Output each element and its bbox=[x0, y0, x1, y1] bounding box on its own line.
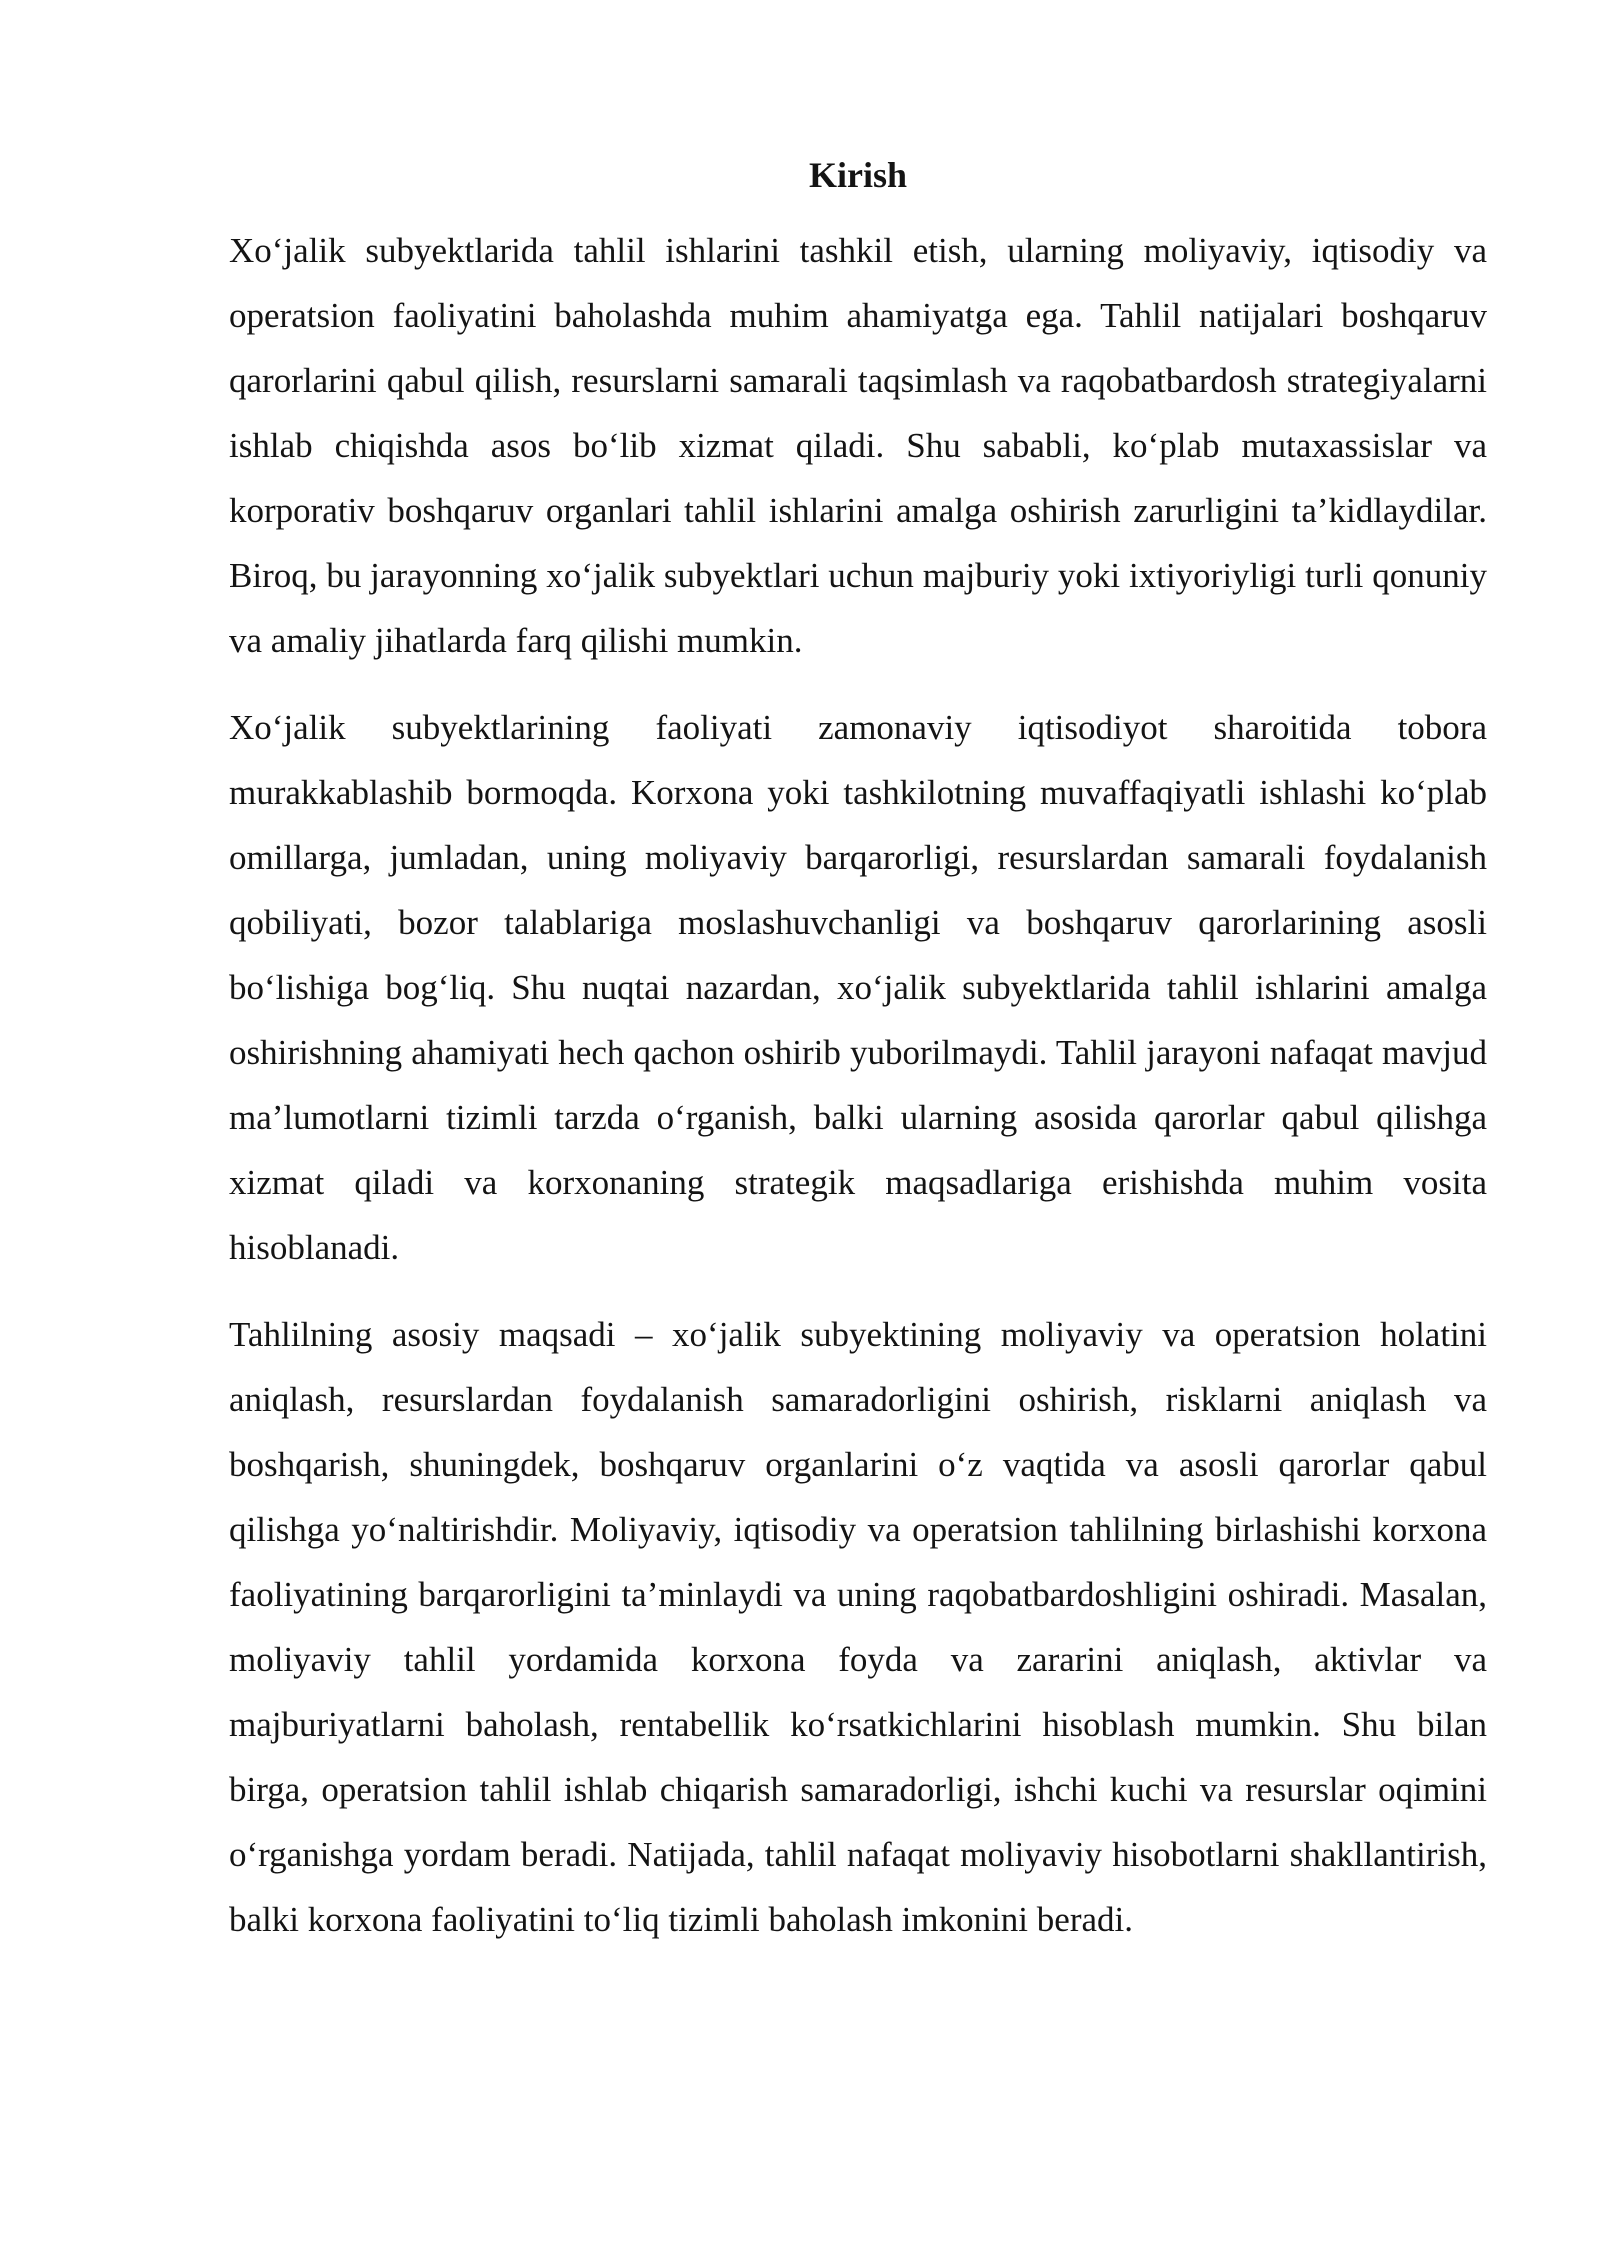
paragraph-2: Xo‘jalik subyektlarining faoliyati zamonaviy iqtisodiyot sharoitida tobora murakkablashib bormoqda. Korxona yoki tashkilotning muvaffaqiyatli ishlashi ko‘plab omillarga, jumladan, uning moliyaviy barqarorligi, resurslardan samarali foydalanish qobiliyati, bozor talablariga moslashuvchanligi va boshqaruv qarorlarining asosli bo‘lishiga bog‘liq. Shu nuqtai nazardan, xo‘jalik subyektlarida tahlil ishlarini amalga oshirishning ahamiyati hech qachon oshirib yuborilmaydi. Tahlil jarayoni nafaqat mavjud ma’lumotlarni tizimli tarzda o‘rganish, balki ularning asosida qarorlar qabul qilishga xizmat qiladi va korxonaning strategik maqsadlariga erishishda muhim vosita hisoblanadi. bbox=[229, 708, 1487, 1267]
document-body bbox=[229, 150, 1487, 1974]
section-heading: Kirish bbox=[808, 155, 907, 195]
paragraph-1: Xo‘jalik subyektlarida tahlil ishlarini tashkil etish, ularning moliyaviy, iqtisodiy va operatsion faoliyatini baholashda muhim ahamiyatga ega. Tahlil natijalari boshqaruv qarorlarini qabul qilish, resurslarni samarali taqsimlash va raqobatbardosh strategiyalarni ishlab chiqishda asos bo‘lib xizmat qiladi. Shu sababli, ko‘plab mutaxassislar va korporativ boshqaruv organlari tahlil ishlarini amalga oshirish zarurligini ta’kidlaydilar. Biroq, bu jarayonning xo‘jalik subyektlari uchun majburiy yoki ixtiyoriyligi turli qonuniy va amaliy jihatlarda farq qilishi mumkin. bbox=[229, 231, 1487, 660]
paragraph-3: Tahlilning asosiy maqsadi – xo‘jalik subyektining moliyaviy va operatsion holatini aniqlash, resurslardan foydalanish samaradorligini oshirish, risklarni aniqlash va boshqarish, shuningdek, boshqaruv organlarini o‘z vaqtida va asosli qarorlar qabul qilishga yo‘naltirishdir. Moliyaviy, iqtisodiy va operatsion tahlilning birlashishi korxona faoliyatining barqarorligini ta’minlaydi va uning raqobatbardoshligini oshiradi. Masalan, moliyaviy tahlil yordamida korxona foyda va zararini aniqlash, aktivlar va majburiyatlarni baholash, rentabellik ko‘rsatkichlarini hisoblash mumkin. Shu bilan birga, operatsion tahlil ishlab chiqarish samaradorligi, ishchi kuchi va resurslar oqimini o‘rganishga yordam beradi. Natijada, tahlil nafaqat moliyaviy hisobotlarni shakllantirish, balki korxona faoliyatini to‘liq tizimli baholash imkonini beradi. bbox=[229, 1315, 1487, 1939]
